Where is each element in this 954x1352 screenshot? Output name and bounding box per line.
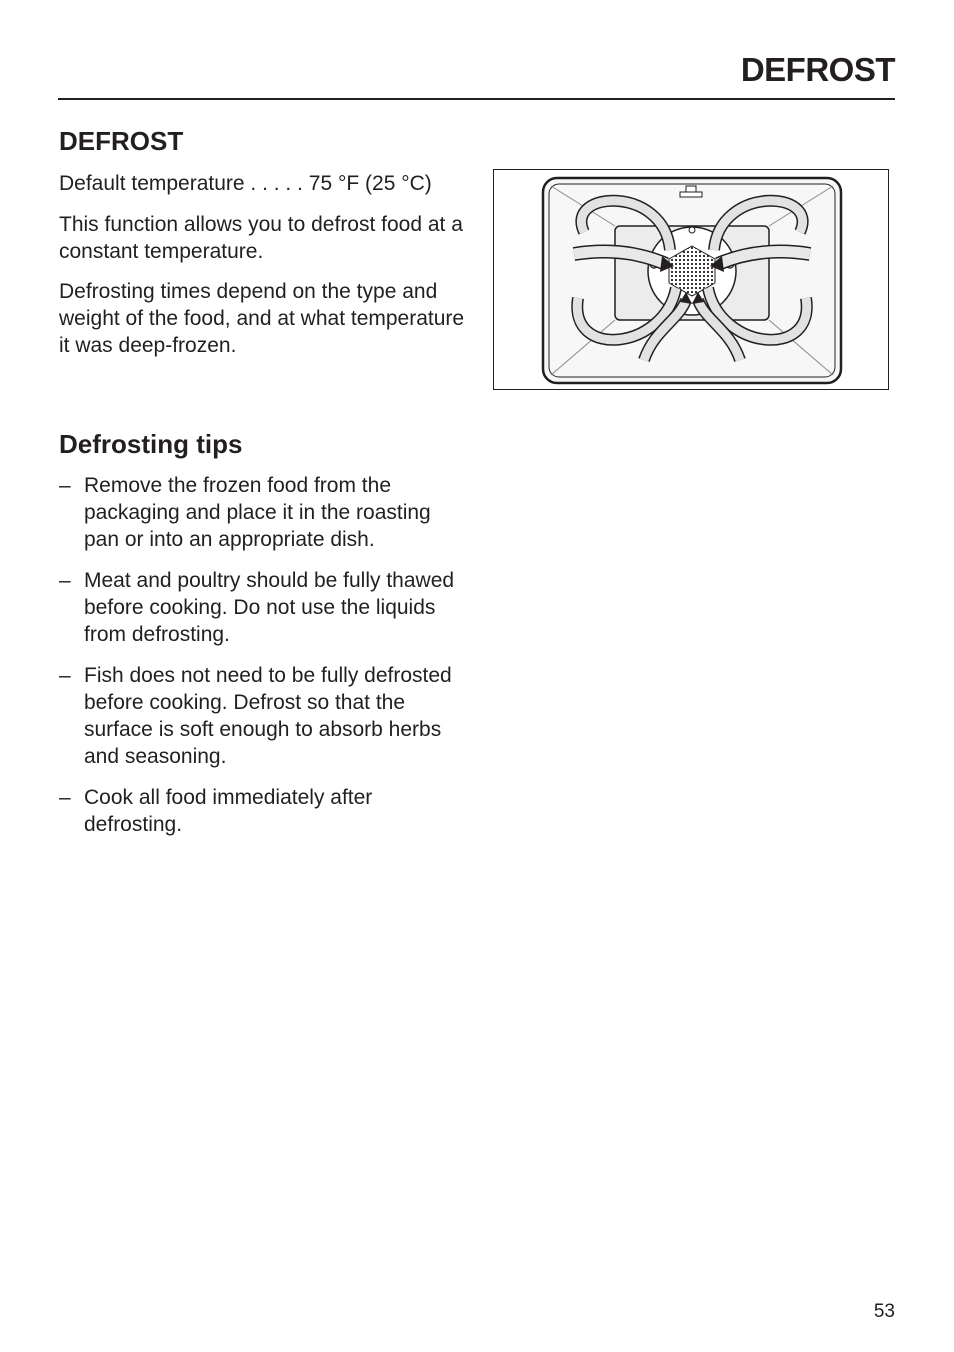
bullet-dash: – bbox=[59, 786, 71, 809]
tip-text: Fish does not need to be fully defrosted before cooking. Defrost so that the surface is soft enough to absorb herbs and seasoning. bbox=[84, 664, 452, 768]
figure-frame bbox=[493, 169, 889, 390]
bullet-dash: – bbox=[59, 569, 71, 592]
list-item bbox=[59, 567, 469, 648]
header-title: DEFROST bbox=[740, 51, 895, 88]
tips-list bbox=[59, 472, 469, 852]
section-title: DEFROST bbox=[59, 126, 184, 156]
default-temperature: Default temperature . . . . . 75 °F (25 °C) bbox=[59, 172, 432, 195]
description-paragraph: Defrosting times depend on the type and weight of the food, and at what temperature it was deep-frozen. bbox=[59, 280, 465, 357]
tip-text: Meat and poultry should be fully thawed before cooking. Do not use the liquids from defrosting. bbox=[84, 569, 455, 646]
list-item bbox=[59, 784, 469, 838]
list-item bbox=[59, 662, 469, 770]
page-number: 53 bbox=[873, 1301, 895, 1322]
tip-text: Cook all food immediately after defrosting. bbox=[84, 786, 373, 836]
oven-fan-airflow-illustration-icon bbox=[494, 170, 888, 389]
description-paragraph: This function allows you to defrost food at a constant temperature. bbox=[59, 213, 463, 263]
tips-title: Defrosting tips bbox=[59, 429, 243, 459]
bullet-dash: – bbox=[59, 474, 71, 497]
list-item bbox=[59, 472, 469, 553]
header-rule bbox=[58, 98, 895, 100]
tip-text: Remove the frozen food from the packaging and place it in the roasting pan or into an appropriate dish. bbox=[84, 474, 431, 551]
bullet-dash: – bbox=[59, 664, 71, 687]
